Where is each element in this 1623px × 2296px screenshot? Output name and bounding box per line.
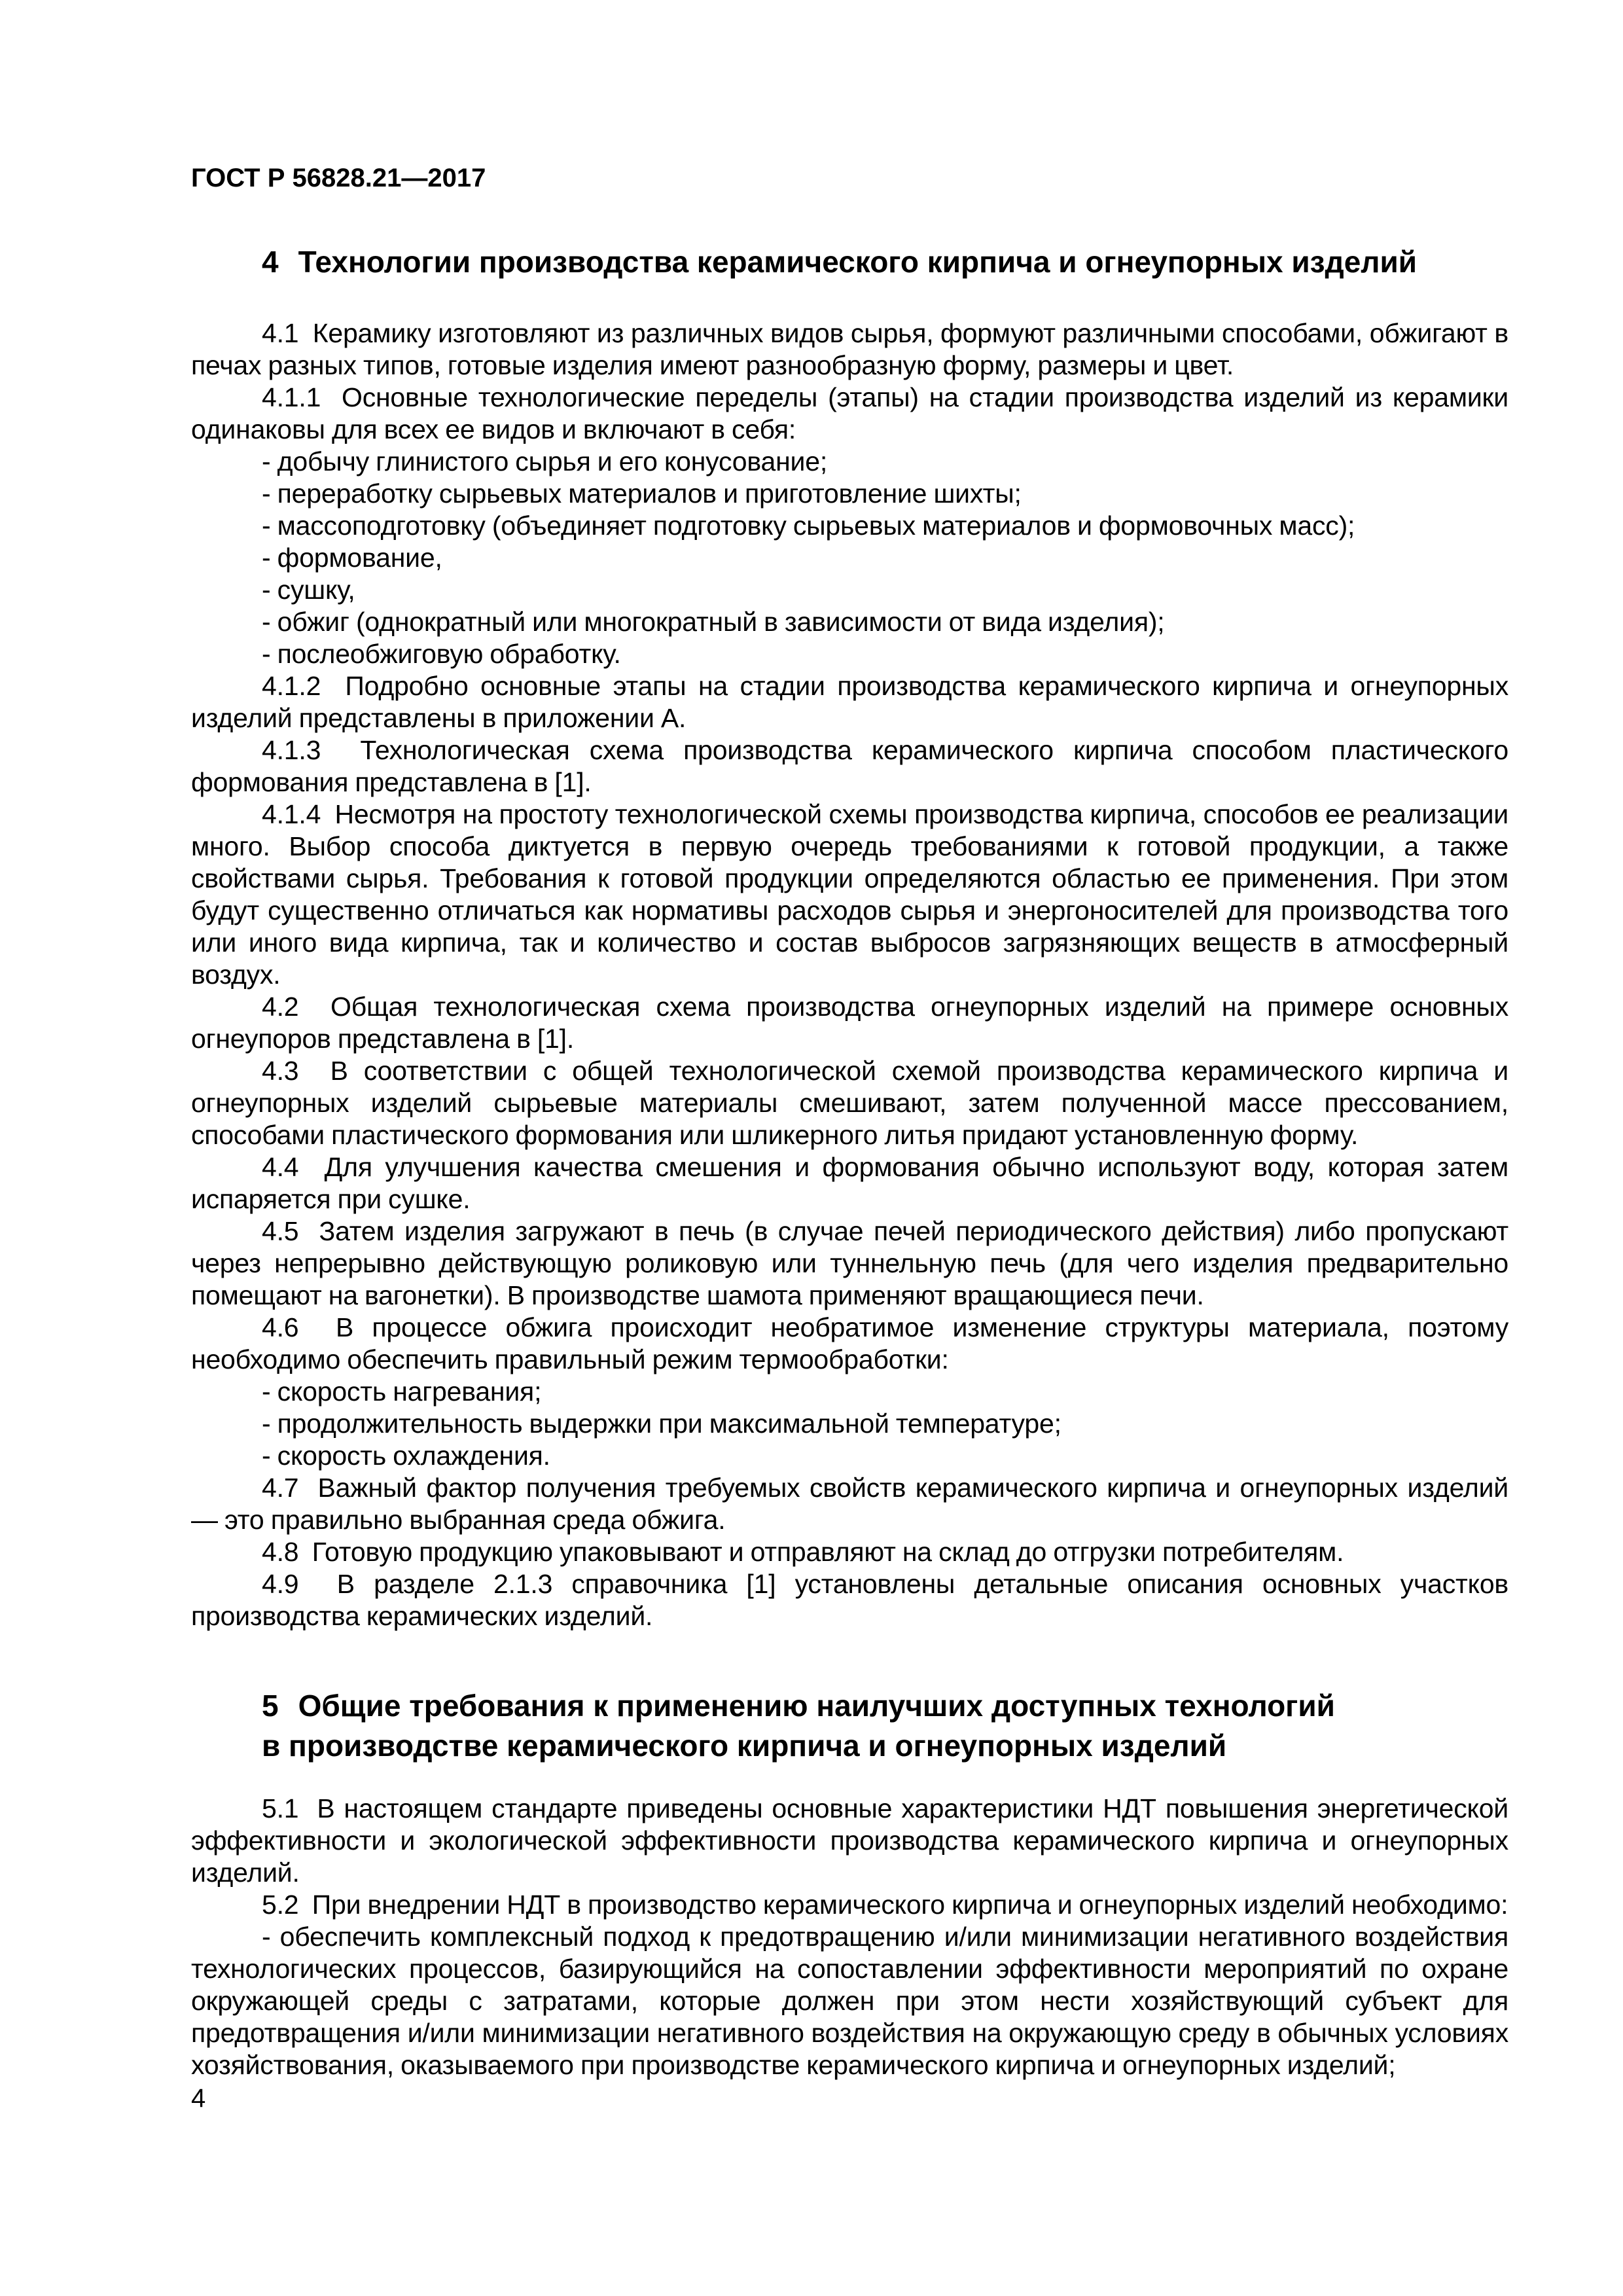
list-item <box>191 574 1508 606</box>
paragraph <box>191 382 1508 446</box>
paragraph <box>191 1151 1508 1215</box>
clause-text: обжиг (однократный или многократный в зависимости от вида изделия); <box>277 607 1165 637</box>
paragraph <box>191 1055 1508 1151</box>
clause-number: 4.7 <box>262 1473 318 1503</box>
clause-text: Подробно основные этапы на стадии производства керамического кирпича и огнеупорных изделий представлены в приложении А. <box>191 671 1508 733</box>
clause-number: 4.4 <box>262 1152 325 1182</box>
section-title-text: в производстве керамического кирпича и огнеупорных изделий <box>262 1729 1227 1763</box>
bullet-dash: - <box>262 1922 280 1952</box>
clause-number: 4.1.2 <box>262 671 346 701</box>
paragraph <box>191 1215 1508 1312</box>
bullet-dash: - <box>262 639 277 669</box>
section-number: 4 <box>262 245 279 279</box>
paragraph <box>191 991 1508 1055</box>
section-heading <box>191 242 1508 282</box>
section-heading-line <box>262 1686 1508 1726</box>
bullet-dash: - <box>262 575 277 605</box>
paragraph <box>191 1568 1508 1632</box>
document-section <box>191 1686 1508 2081</box>
paragraph <box>191 670 1508 734</box>
section-number: 5 <box>262 1689 279 1723</box>
section-title-text: Технологии производства керамического кирпича и огнеупорных изделий <box>298 245 1418 279</box>
clause-number: 4.1 <box>262 318 313 348</box>
clause-number: 4.8 <box>262 1537 312 1567</box>
clause-text: продолжительность выдержки при максимальной температуре; <box>277 1408 1061 1439</box>
clause-text: Для улучшения качества смешения и формования обычно используют воду, которая затем испаряется при сушке. <box>191 1152 1508 1214</box>
clause-text: Технологическая схема производства керамического кирпича способом пластического формования представлена в [1]. <box>191 735 1508 797</box>
clause-text: Готовую продукцию упаковывают и отправляют на склад до отгрузки потребителям. <box>312 1537 1344 1567</box>
clause-number: 4.1.4 <box>262 799 335 829</box>
clause-text: В настоящем стандарте приведены основные характеристики НДТ повышения энергетической эффективности и экологической эффективности производства керамического кирпича и огнеупорных изделий. <box>191 1793 1509 1888</box>
bullet-dash: - <box>262 478 277 509</box>
clause-number: 5.2 <box>262 1890 312 1920</box>
list-item <box>191 478 1508 510</box>
bullet-dash: - <box>262 607 277 637</box>
bullet-dash: - <box>262 1376 277 1407</box>
list-item <box>191 1376 1508 1408</box>
clause-text: Общая технологическая схема производства огнеупорных изделий на примере основных огнеупоров представлена в [1]. <box>191 992 1508 1054</box>
clause-text: добычу глинистого сырья и его конусование; <box>277 446 828 476</box>
bullet-dash: - <box>262 446 277 476</box>
clause-text: скорость охлаждения. <box>277 1441 550 1471</box>
list-item <box>191 542 1508 574</box>
document-page <box>191 0 1508 2081</box>
paragraph <box>191 734 1508 798</box>
paragraph <box>191 1793 1508 1889</box>
paragraph <box>191 1472 1508 1536</box>
paragraph <box>191 1312 1508 1376</box>
paragraph <box>191 798 1508 991</box>
paragraph <box>191 1536 1508 1568</box>
clause-text: сушку, <box>277 575 355 605</box>
clause-number: 5.1 <box>262 1793 317 1823</box>
clause-text: Керамику изготовляют из различных видов сырья, формуют различными способами, обжигают в печах разных типов, готовые изделия имеют разнообразную форму, размеры и цвет. <box>191 318 1509 380</box>
bullet-dash: - <box>262 1408 277 1439</box>
clause-text: Основные технологические переделы (этапы) на стадии производства изделий из керамики одинаковы для всех ее видов и включают в себя: <box>191 382 1508 444</box>
clause-text: Затем изделия загружают в печь (в случае печей периодического действия) либо пропускают через непрерывно действующую роликовую или туннельную печь (для чего изделия предварительно помещают на вагонетки). В производстве шамота применяют вращающиеся печи. <box>191 1216 1509 1310</box>
clause-number: 4.3 <box>262 1056 330 1086</box>
clause-number: 4.6 <box>262 1312 336 1342</box>
clause-text: скорость нагревания; <box>277 1376 542 1407</box>
clause-number: 4.5 <box>262 1216 319 1246</box>
clause-text: формование, <box>277 543 442 573</box>
paragraph <box>191 1889 1508 1921</box>
list-item <box>191 1921 1508 2081</box>
document-code-header: ГОСТ Р 56828.21—2017 <box>191 164 486 192</box>
list-item <box>191 606 1508 638</box>
clause-number: 4.2 <box>262 992 331 1022</box>
bullet-dash: - <box>262 543 277 573</box>
clause-text: В разделе 2.1.3 справочника [1] установлены детальные описания основных участков производства керамических изделий. <box>191 1569 1509 1631</box>
list-item <box>191 510 1508 542</box>
clause-number: 4.1.3 <box>262 735 361 765</box>
clause-text: обеспечить комплексный подход к предотвращению и/или минимизации негативного воздействия технологических процессов, базирующийся на сопоставлении эффективности мероприятий по охране окружающей среды с затратами, которые должен при этом нести хозяйствующий субъект для предотвращения и/или минимизации негативного воздействия на окружающую среду в обычных условиях хозяйствования, оказываемого при производстве керамического кирпича и огнеупорных изделий; <box>191 1922 1508 2080</box>
list-item <box>191 446 1508 478</box>
clause-text: Важный фактор получения требуемых свойств керамического кирпича и огнеупорных изделий — это правильно выбранная среда обжига. <box>191 1473 1508 1535</box>
clause-text: В соответствии с общей технологической схемой производства керамического кирпича и огнеупорных изделий сырьевые материалы смешивают, затем полученной массе прессованием, способами пластического формования или шликерного литья придают установленную форму. <box>191 1056 1508 1150</box>
bullet-dash: - <box>262 511 277 541</box>
list-item <box>191 1440 1508 1472</box>
clause-text: послеобжиговую обработку. <box>277 639 621 669</box>
clause-text: В процессе обжига происходит необратимое изменение структуры материала, поэтому необходимо обеспечить правильный режим термообработки: <box>191 1312 1509 1374</box>
clause-number: 4.1.1 <box>262 382 342 412</box>
list-item <box>191 1408 1508 1440</box>
paragraph <box>191 317 1508 382</box>
bullet-dash: - <box>262 1441 277 1471</box>
clause-text: массоподготовку (объединяет подготовку сырьевых материалов и формовочных масс); <box>277 511 1355 541</box>
section-heading-line <box>262 242 1508 282</box>
section-heading-line <box>262 1726 1508 1766</box>
document-body <box>191 242 1508 2081</box>
clause-text: переработку сырьевых материалов и приготовление шихты; <box>277 478 1022 509</box>
section-title-text: Общие требования к применению наилучших доступных технологий <box>298 1689 1335 1723</box>
list-item <box>191 638 1508 670</box>
clause-text: Несмотря на простоту технологической схемы производства кирпича, способов ее реализации много. Выбор способа диктуется в первую очередь требованиями к готовой продукции, а также свойствами сырья. Требования к готовой продукции определяются областью ее применения. При этом будут существенно отличаться как нормативы расходов сырья и энергоносителей для производства того или иного вида кирпича, так и количество и состав выбросов загрязняющих веществ в атмосферный воздух. <box>191 799 1508 990</box>
page-number: 4 <box>191 2084 206 2113</box>
section-heading <box>191 1686 1508 1766</box>
clause-text: При внедрении НДТ в производство керамического кирпича и огнеупорных изделий необходимо: <box>312 1890 1508 1920</box>
clause-number: 4.9 <box>262 1569 337 1599</box>
document-section <box>191 242 1508 1632</box>
